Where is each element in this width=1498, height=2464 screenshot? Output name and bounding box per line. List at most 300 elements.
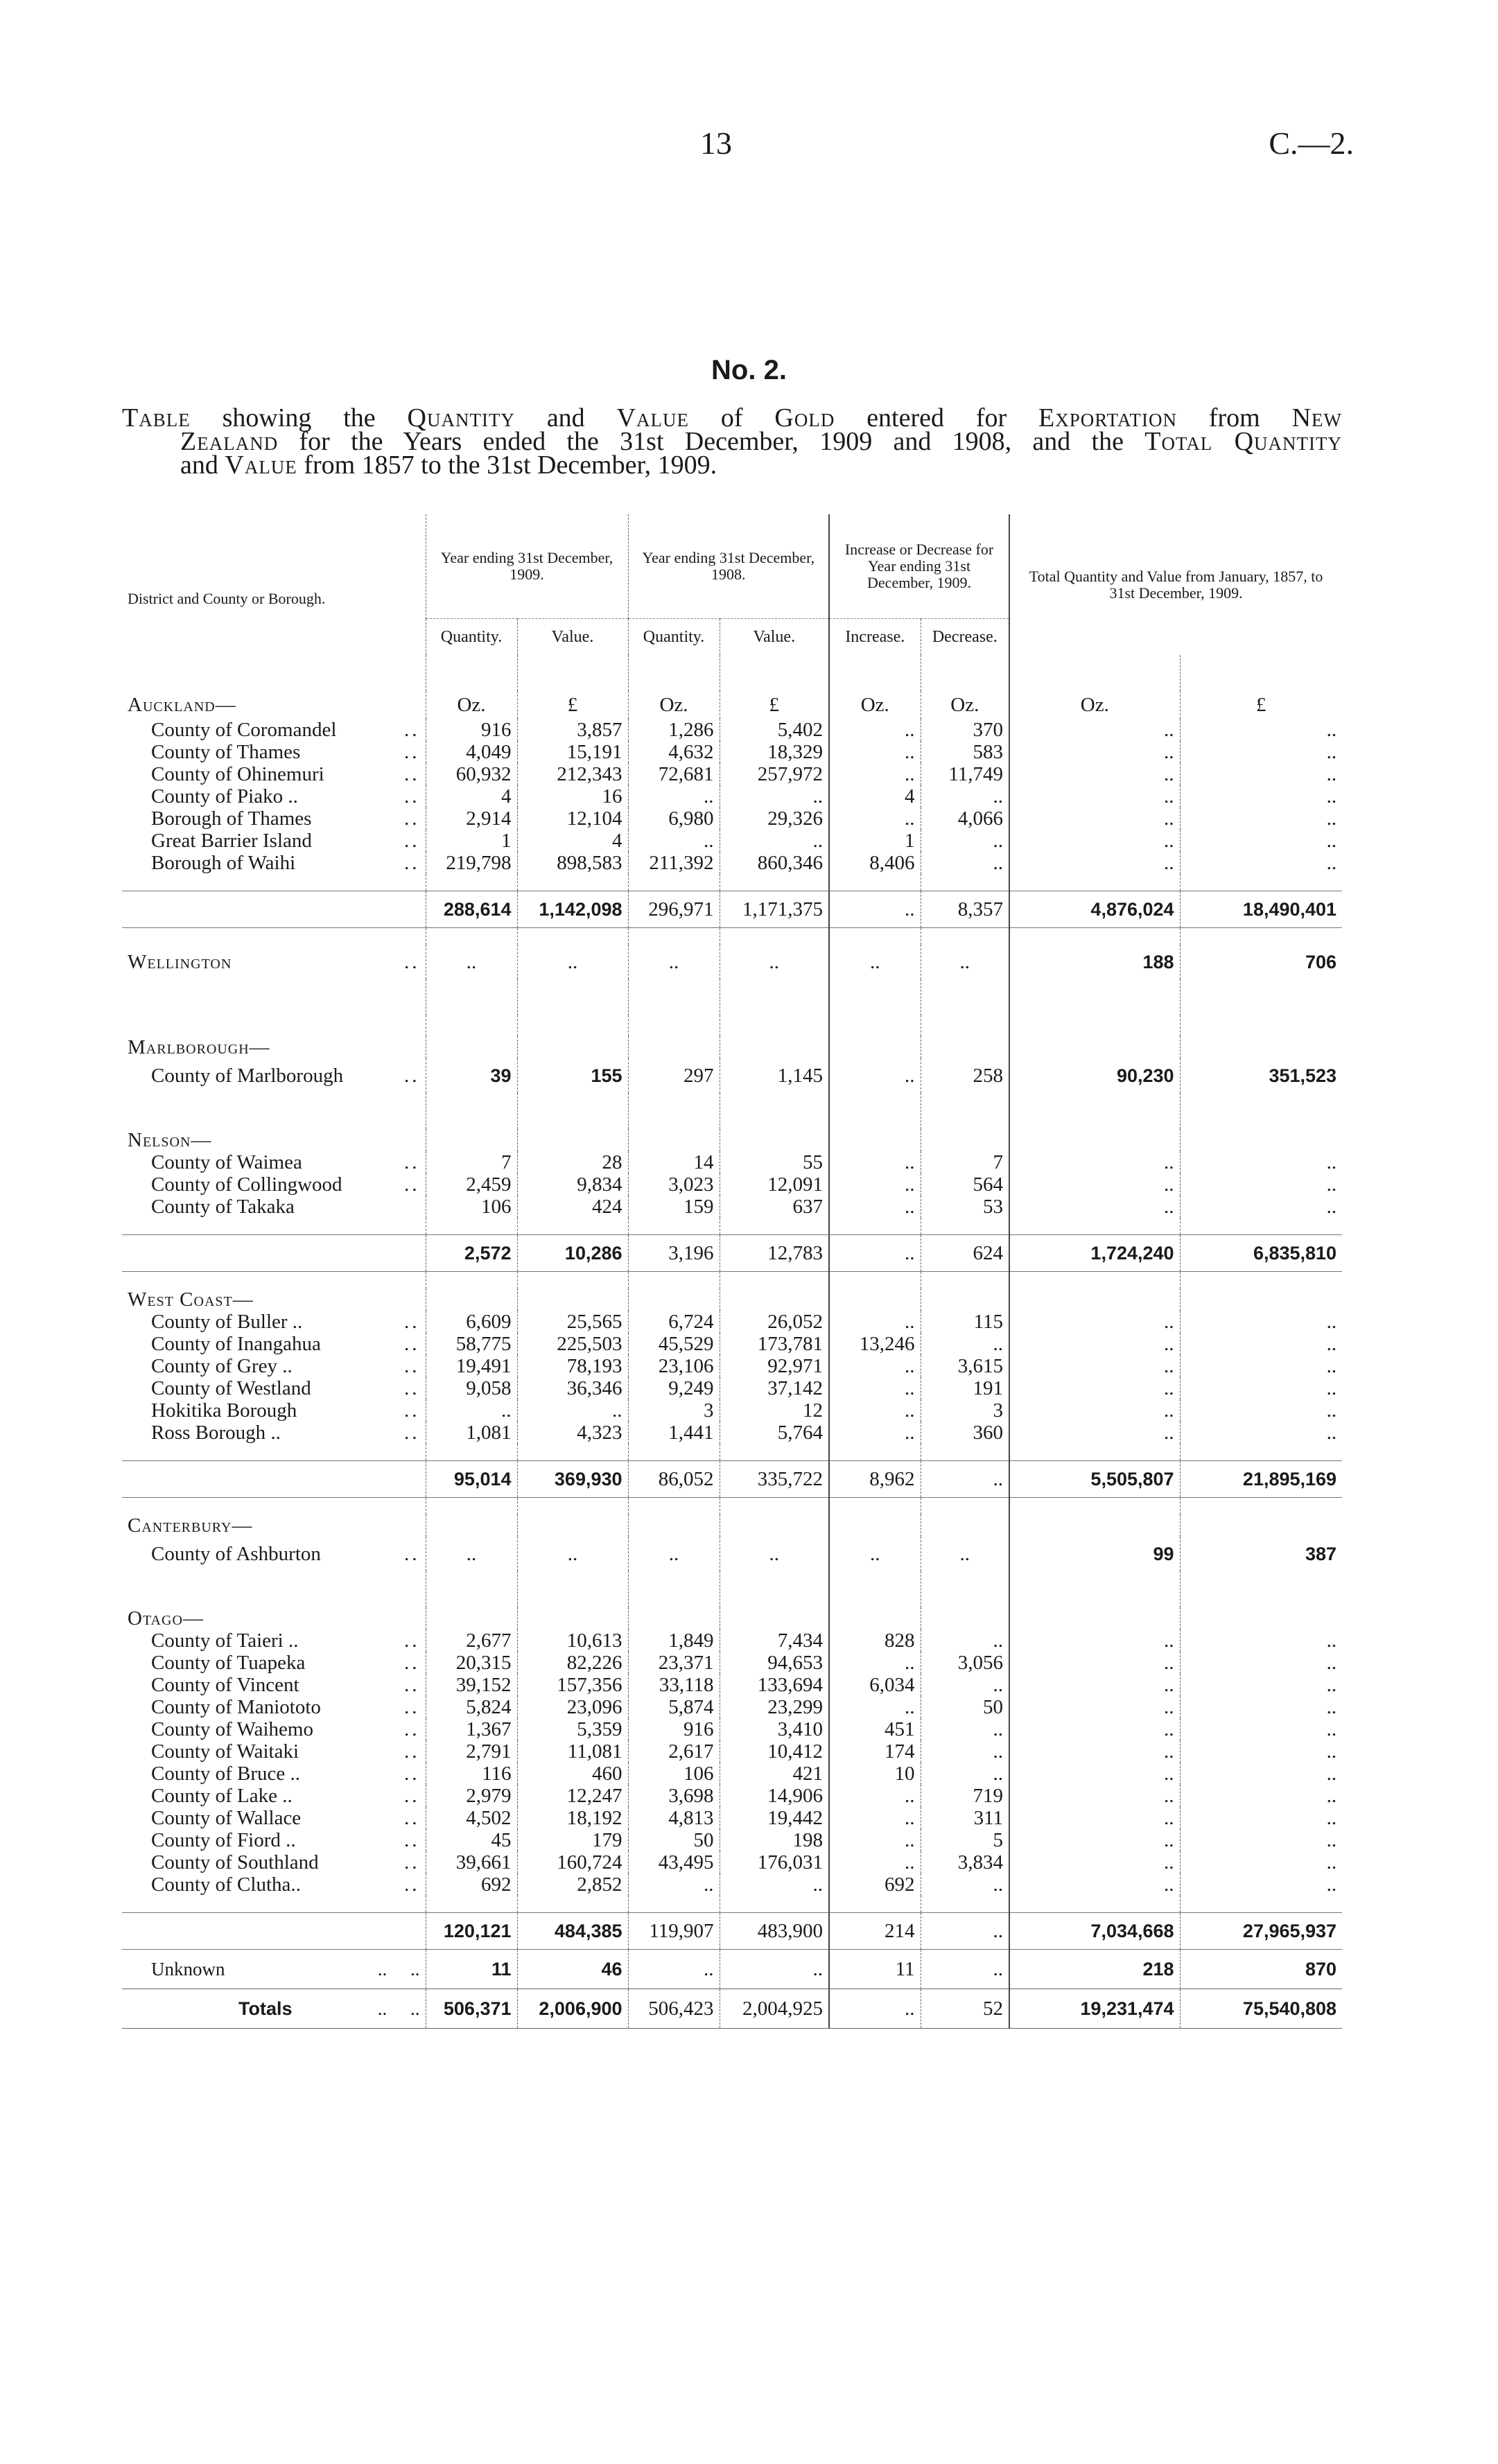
value-cell: 212,343	[517, 763, 628, 785]
spacer-cell	[720, 1129, 829, 1151]
value-cell: 39	[426, 1058, 517, 1093]
district-name: County of Westland	[151, 1377, 311, 1399]
value-cell: 1,367	[426, 1718, 517, 1740]
district-name: Hokitika Borough	[151, 1399, 297, 1422]
leader-dots: ..	[404, 1718, 420, 1740]
row-label	[122, 1807, 426, 1829]
value-cell: ..	[829, 1151, 921, 1173]
spacer-cell	[628, 1218, 720, 1235]
value-cell: ..	[628, 785, 720, 807]
value-cell: 9,058	[426, 1377, 517, 1399]
spacer-cell	[1180, 1129, 1342, 1151]
spacer-cell	[426, 874, 517, 891]
leader-dots: ..	[404, 1785, 420, 1807]
subtotal-cell: 10,286	[517, 1235, 628, 1272]
subtotal-cell: ..	[921, 1913, 1009, 1950]
spacer-cell	[1180, 1272, 1342, 1289]
value-cell: ..	[1009, 1696, 1180, 1718]
spacer-cell	[720, 1896, 829, 1913]
value-cell: 11	[426, 1950, 517, 1989]
value-cell: ..	[1180, 1377, 1342, 1399]
value-cell: 4,323	[517, 1422, 628, 1444]
value-cell: 26,052	[720, 1311, 829, 1333]
value-cell: 370	[921, 719, 1009, 741]
value-cell: 60,932	[426, 763, 517, 785]
spacer-cell	[829, 1129, 921, 1151]
value-cell: 870	[1180, 1950, 1342, 1989]
value-cell: 46	[517, 1950, 628, 1989]
spacer-cell	[1009, 1607, 1180, 1629]
subtotal-cell: 18,490,401	[1180, 891, 1342, 928]
subtotal-cell: 119,907	[628, 1913, 720, 1950]
value-cell: 9,834	[517, 1173, 628, 1196]
value-cell: 12,091	[720, 1173, 829, 1196]
value-cell: 8,406	[829, 852, 921, 874]
value-cell: 2,677	[426, 1629, 517, 1652]
row-label	[122, 1989, 426, 2029]
gold-export-table	[122, 514, 1342, 2029]
value-cell: ..	[829, 1058, 921, 1093]
value-cell: ..	[1009, 1740, 1180, 1763]
spacer-cell	[122, 979, 426, 1015]
value-cell: 258	[921, 1058, 1009, 1093]
value-cell: 10	[829, 1763, 921, 1785]
unit-cell: Oz.	[628, 691, 720, 719]
spacer-cell	[122, 1272, 426, 1289]
row-label	[122, 763, 426, 785]
value-cell: 23,106	[628, 1355, 720, 1377]
spacer-cell	[1009, 1444, 1180, 1461]
leader-dots: ..	[404, 763, 420, 785]
row-label	[122, 945, 426, 979]
value-cell: ..	[829, 1851, 921, 1873]
value-cell: 421	[720, 1763, 829, 1785]
spacer-cell	[720, 1288, 829, 1311]
spacer-cell	[1180, 1218, 1342, 1235]
spacer-cell	[829, 1093, 921, 1129]
value-cell: ..	[1180, 741, 1342, 763]
grand-total-row	[122, 1989, 1342, 2029]
value-cell: 157,356	[517, 1674, 628, 1696]
value-cell: 12,104	[517, 807, 628, 830]
leader-dots: ..	[404, 951, 420, 973]
spacer-cell	[921, 1093, 1009, 1129]
spacer-cell	[628, 1036, 720, 1058]
value-cell: ..	[921, 1718, 1009, 1740]
spacer-row	[122, 979, 1342, 1015]
value-cell: 706	[1180, 945, 1342, 979]
value-cell: ..	[1009, 1829, 1180, 1851]
col-header-1909: Year ending 31st December, 1909.	[426, 514, 628, 619]
spacer-cell	[628, 1498, 720, 1515]
spacer-cell	[921, 1514, 1009, 1537]
value-cell: 90,230	[1009, 1058, 1180, 1093]
leader-dots: ..	[404, 1873, 420, 1896]
spacer-cell	[517, 1093, 628, 1129]
district-name: County of Lake ..	[151, 1785, 293, 1807]
subtotal-cell: 1,171,375	[720, 891, 829, 928]
district-name: Unknown	[151, 1959, 225, 1980]
value-cell: 5,874	[628, 1696, 720, 1718]
unit-cell: Oz.	[829, 691, 921, 719]
row-label	[122, 830, 426, 852]
value-cell: 692	[829, 1873, 921, 1896]
spacer-cell	[921, 979, 1009, 1015]
value-cell: ..	[829, 1355, 921, 1377]
spacer-cell	[426, 979, 517, 1015]
spacer-cell	[720, 1571, 829, 1607]
value-cell: ..	[1180, 1333, 1342, 1355]
table-row	[122, 807, 1342, 830]
value-cell: ..	[921, 1763, 1009, 1785]
value-cell: ..	[1009, 1377, 1180, 1399]
subtotal-cell: 86,052	[628, 1461, 720, 1498]
spacer-cell	[921, 1129, 1009, 1151]
district-name: County of Vincent	[151, 1674, 299, 1696]
value-cell: 387	[1180, 1537, 1342, 1571]
value-cell: 4	[517, 830, 628, 852]
table-row	[122, 1740, 1342, 1763]
value-cell: ..	[1009, 1311, 1180, 1333]
district-name: County of Takaka	[151, 1196, 295, 1218]
value-cell: 860,346	[720, 852, 829, 874]
spacer-cell	[1009, 1218, 1180, 1235]
value-cell: 6,609	[426, 1311, 517, 1333]
value-cell: 10,613	[517, 1629, 628, 1652]
spacer-cell	[517, 1272, 628, 1289]
spacer-cell	[426, 1218, 517, 1235]
table-row	[122, 1674, 1342, 1696]
value-cell: 55	[720, 1151, 829, 1173]
value-cell: 10,412	[720, 1740, 829, 1763]
district-name: County of Inangahua	[151, 1333, 321, 1355]
value-cell: 719	[921, 1785, 1009, 1807]
value-cell: 583	[921, 741, 1009, 763]
subtotal-cell: 624	[921, 1235, 1009, 1272]
spacer-cell	[1009, 1129, 1180, 1151]
subtotal-cell: 369,930	[517, 1461, 628, 1498]
spacer-cell	[426, 1498, 517, 1515]
spacer-cell	[1009, 979, 1180, 1015]
section-label: West Coast—	[128, 1288, 254, 1311]
spacer-cell	[426, 1896, 517, 1913]
table-row	[122, 719, 1342, 741]
spacer-cell	[517, 1571, 628, 1607]
section-row	[122, 1036, 1342, 1058]
value-cell: 6,980	[628, 807, 720, 830]
district-name: County of Bruce ..	[151, 1763, 301, 1785]
spacer-cell	[426, 1036, 517, 1058]
spacer-cell	[517, 1036, 628, 1058]
value-cell: 11	[829, 1950, 921, 1989]
value-cell: 133,694	[720, 1674, 829, 1696]
spacer-cell	[517, 1896, 628, 1913]
value-cell: ..	[1180, 830, 1342, 852]
row-label	[122, 1422, 426, 1444]
table-row	[122, 852, 1342, 874]
row-label	[122, 1377, 426, 1399]
value-cell: 218	[1009, 1950, 1180, 1989]
value-cell: 219,798	[426, 852, 517, 874]
row-label	[122, 1674, 426, 1696]
subtotal-cell: 2,572	[426, 1235, 517, 1272]
row-label	[122, 1196, 426, 1218]
value-cell: 5,764	[720, 1422, 829, 1444]
leader-dots: ..	[404, 1652, 420, 1674]
subtotal-label	[122, 1913, 426, 1950]
table-row	[122, 763, 1342, 785]
value-cell: 19,491	[426, 1355, 517, 1377]
subtotal-row	[122, 1461, 1342, 1498]
unit-cell: £	[517, 691, 628, 719]
subtotal-cell: 1,142,098	[517, 891, 628, 928]
value-cell: 225,503	[517, 1333, 628, 1355]
value-cell: ..	[720, 830, 829, 852]
district-name: County of Coromandel	[151, 719, 337, 741]
subtotal-cell: ..	[829, 1235, 921, 1272]
value-cell: 188	[1009, 945, 1180, 979]
value-cell: ..	[829, 1196, 921, 1218]
spacer-cell	[628, 1272, 720, 1289]
subtotal-cell: 8,962	[829, 1461, 921, 1498]
value-cell: 39,152	[426, 1674, 517, 1696]
value-cell: ..	[1180, 1311, 1342, 1333]
value-cell: 5,402	[720, 719, 829, 741]
spacer-cell	[426, 1571, 517, 1607]
value-cell: 4	[829, 785, 921, 807]
value-cell: ..	[921, 1674, 1009, 1696]
value-cell: ..	[720, 785, 829, 807]
value-cell: ..	[720, 945, 829, 979]
value-cell: ..	[1009, 1763, 1180, 1785]
value-cell: 179	[517, 1829, 628, 1851]
value-cell: 2,004,925	[720, 1989, 829, 2029]
subtotal-cell: 95,014	[426, 1461, 517, 1498]
row-label	[122, 807, 426, 830]
section-label: Nelson—	[128, 1129, 212, 1151]
spacer-cell	[921, 1607, 1009, 1629]
value-cell: 2,914	[426, 807, 517, 830]
spacer-cell	[720, 1093, 829, 1129]
table-row	[122, 1829, 1342, 1851]
table-row	[122, 1807, 1342, 1829]
subtotal-cell: 4,876,024	[1009, 891, 1180, 928]
spacer-cell	[1180, 1288, 1342, 1311]
value-cell: 3	[628, 1399, 720, 1422]
value-cell: ..	[1009, 1196, 1180, 1218]
leader-dots: ..	[404, 807, 420, 830]
value-cell: 4,813	[628, 1807, 720, 1829]
table-row	[122, 1196, 1342, 1218]
value-cell: 506,371	[426, 1989, 517, 2029]
spacer-cell	[122, 1571, 426, 1607]
district-name: County of Collingwood	[151, 1173, 342, 1196]
district-name: County of Waihemo	[151, 1718, 313, 1740]
leader-dots: ..	[404, 1763, 420, 1785]
totals-label: Totals	[238, 1998, 293, 2019]
value-cell: ..	[1009, 1151, 1180, 1173]
spacer-cell	[1180, 874, 1342, 891]
value-cell: 92,971	[720, 1355, 829, 1377]
spacer-cell	[1009, 1036, 1180, 1058]
value-cell: 460	[517, 1763, 628, 1785]
subtotal-cell: 335,722	[720, 1461, 829, 1498]
value-cell: 3,698	[628, 1785, 720, 1807]
section-label: Otago—	[128, 1607, 204, 1629]
value-cell: ..	[1180, 1696, 1342, 1718]
spacer-cell	[1180, 1571, 1342, 1607]
spacer-cell	[426, 1272, 517, 1289]
value-cell: 1,849	[628, 1629, 720, 1652]
spacer-cell	[628, 1896, 720, 1913]
leader-dots: ..	[404, 1807, 420, 1829]
value-cell: ..	[1180, 1674, 1342, 1696]
value-cell: ..	[1009, 1785, 1180, 1807]
value-cell: ..	[628, 830, 720, 852]
value-cell: 2,459	[426, 1173, 517, 1196]
value-cell: 360	[921, 1422, 1009, 1444]
value-cell: 23,371	[628, 1652, 720, 1674]
table-row	[122, 1311, 1342, 1333]
district-name: County of Fiord ..	[151, 1829, 296, 1851]
spacer-cell	[921, 928, 1009, 945]
unit-cell: £	[1180, 691, 1342, 719]
district-name: County of Thames	[151, 741, 301, 763]
leader-dots: ..	[404, 1674, 420, 1696]
spacer-cell	[517, 1129, 628, 1151]
spacer-cell	[921, 1896, 1009, 1913]
district-name: County of Wallace	[151, 1807, 302, 1829]
district-name: County of Maniototo	[151, 1696, 321, 1718]
value-cell: 9,249	[628, 1377, 720, 1399]
row-label	[122, 1151, 426, 1173]
district-name: County of Ohinemuri	[151, 763, 324, 785]
district-name: County of Waimea	[151, 1151, 302, 1173]
value-cell: 3,857	[517, 719, 628, 741]
leader-dots: ..	[404, 1851, 420, 1873]
col-header-incdec: Increase or Decrease for Year ending 31st December, 1909.	[829, 514, 1009, 619]
caption-line-1: Table showing the Quantity and Value of Gold entered for Exportation from New	[122, 403, 1343, 432]
leader-dots: ..	[404, 1629, 420, 1652]
value-cell: 916	[628, 1718, 720, 1740]
subtotal-cell: 27,965,937	[1180, 1913, 1342, 1950]
value-cell: 115	[921, 1311, 1009, 1333]
value-cell: 58,775	[426, 1333, 517, 1355]
value-cell: ..	[1180, 1196, 1342, 1218]
value-cell: ..	[921, 1537, 1009, 1571]
value-cell: ..	[921, 1333, 1009, 1355]
subtotal-cell: 12,783	[720, 1235, 829, 1272]
value-cell: 424	[517, 1196, 628, 1218]
value-cell: 14,906	[720, 1785, 829, 1807]
spacer-cell	[829, 1272, 921, 1289]
value-cell: 6,034	[829, 1674, 921, 1696]
spacer-cell	[1180, 1015, 1342, 1036]
value-cell: 72,681	[628, 763, 720, 785]
spacer-cell	[628, 1288, 720, 1311]
section-row	[122, 1129, 1342, 1151]
spacer-row	[122, 874, 1342, 891]
leader-dots: ..	[404, 1696, 420, 1718]
value-cell: ..	[829, 807, 921, 830]
leader-dots: ..	[404, 719, 420, 741]
value-cell: ..	[1009, 741, 1180, 763]
spacer-cell	[1180, 928, 1342, 945]
value-cell: 29,326	[720, 807, 829, 830]
spacer-cell	[921, 1218, 1009, 1235]
col-header-district: District and County or Borough.	[128, 589, 326, 607]
row-label	[122, 1873, 426, 1896]
row-label	[122, 1173, 426, 1196]
value-cell: 174	[829, 1740, 921, 1763]
spacer-row	[122, 928, 1342, 945]
district-name: Borough of Waihi	[151, 852, 296, 874]
col-header-value-1909: Value.	[517, 619, 628, 656]
value-cell: ..	[1009, 1173, 1180, 1196]
value-cell: 159	[628, 1196, 720, 1218]
spacer-cell	[122, 1896, 426, 1913]
spacer-cell	[517, 874, 628, 891]
section-row	[122, 691, 1342, 719]
value-cell: 1	[426, 830, 517, 852]
spacer-cell	[517, 1607, 628, 1629]
table-row	[122, 1537, 1342, 1571]
value-cell: 3,410	[720, 1718, 829, 1740]
spacer-cell	[1009, 1272, 1180, 1289]
spacer-cell	[628, 1571, 720, 1607]
subtotal-cell: 3,196	[628, 1235, 720, 1272]
value-cell: ..	[829, 1173, 921, 1196]
value-cell: ..	[1180, 763, 1342, 785]
district-name: County of Taieri ..	[151, 1629, 299, 1652]
row-label	[122, 1740, 426, 1763]
value-cell: ..	[1180, 1629, 1342, 1652]
value-cell: 12	[720, 1399, 829, 1422]
spacer-row	[122, 1444, 1342, 1461]
value-cell: 637	[720, 1196, 829, 1218]
leader-dots: ..	[404, 1740, 420, 1763]
value-cell: 45,529	[628, 1333, 720, 1355]
table-row	[122, 1629, 1342, 1652]
value-cell: ..	[829, 1311, 921, 1333]
value-cell: ..	[1180, 852, 1342, 874]
spacer-cell	[921, 1288, 1009, 1311]
spacer-cell	[1009, 1571, 1180, 1607]
unit-cell: Oz.	[426, 691, 517, 719]
value-cell: ..	[829, 1785, 921, 1807]
value-cell: ..	[1180, 1785, 1342, 1807]
table-row	[122, 1763, 1342, 1785]
spacer-cell	[829, 874, 921, 891]
spacer-cell	[426, 1015, 517, 1036]
value-cell: ..	[1009, 1629, 1180, 1652]
value-cell: 16	[517, 785, 628, 807]
table-row	[122, 1058, 1342, 1093]
value-cell: ..	[628, 1537, 720, 1571]
table-number: No. 2.	[711, 355, 787, 385]
spacer-cell	[829, 928, 921, 945]
value-cell: 20,315	[426, 1652, 517, 1674]
value-cell: ..	[829, 1422, 921, 1444]
value-cell: 75,540,808	[1180, 1989, 1342, 2029]
value-cell: 1,441	[628, 1422, 720, 1444]
subtotal-cell: 7,034,668	[1009, 1913, 1180, 1950]
value-cell: ..	[829, 763, 921, 785]
spacer-cell	[628, 979, 720, 1015]
value-cell: ..	[1180, 785, 1342, 807]
subtotal-label	[122, 1235, 426, 1272]
value-cell: 1	[829, 830, 921, 852]
